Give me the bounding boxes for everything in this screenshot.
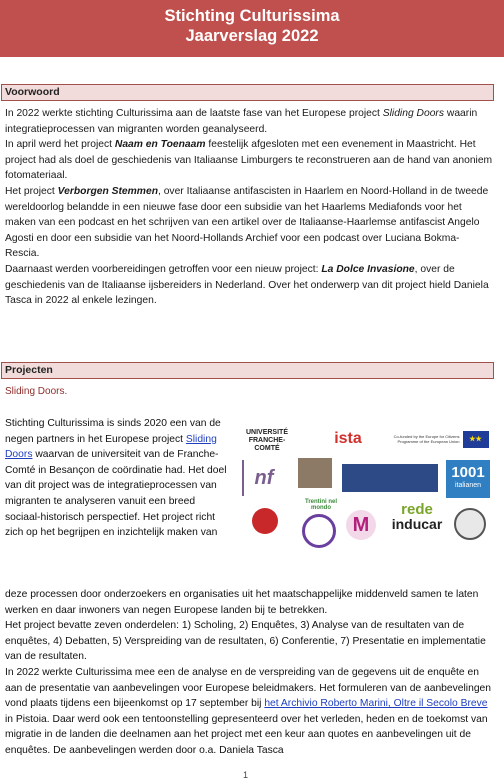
ista-logo: ista	[334, 430, 362, 447]
project-subtitle: Sliding Doors.	[5, 386, 68, 397]
university-seal-logo	[454, 508, 486, 540]
blue-band-logo	[342, 464, 438, 492]
eu-flag-icon: ★★	[463, 431, 489, 448]
purple-seal-logo	[302, 514, 336, 548]
trentini-logo: Trentini nel mondo	[304, 499, 337, 511]
paragraph: Daarnaast werden voorbereidingen getroffen voor een nieuw project: La Dolce Invasione, over de geschiedenis van de Italiaanse ijsbereiders in Nederland. Over het onderwerp van dit project hield Daniela Tasca in 2022 al enkele lezingen.	[5, 263, 489, 307]
project-details	[5, 587, 495, 759]
rede-inducar-logo: rede inducar	[391, 501, 443, 532]
nf-logo: nf	[242, 460, 284, 496]
paragraph: In 2022 werkte Culturissima mee een de analyse en de verspreiding van de gegevens uit de enquête en aan de presentatie van aanbevelingen voor Europese beleidmakers. Het formuleren van de aanbevelingen vond plaats tijdens een bijeenkomst op 17 september bij het Archivio Roberto Marini, Oltre il Secolo Breve in Pistoia. Daar werd ook een tentoonstelling gepresenteerd over het verleden, heden en de toekomst van migratie in de landen die deelnamen aan het project met een keur aan quotes en aanbevelingen uit de enquêtes. De aanbevelingen werden door o.a. Daniela Tasca	[5, 666, 491, 756]
section-header-voorwoord: Voorwoord	[1, 84, 494, 101]
paragraph: Stichting Culturissima is sinds 2020 een van de negen partners in het Europese project Sliding Doors waarvan de universiteit van de Franche-Comté in Besançon de coördinatie had. Het doel van dit project was de integratieprocessen van migranten te analyseren vanuit een breed sociaal-historisch perspectief. Het project richt zich op het begrijpen en inzichtelijk maken van	[5, 418, 227, 539]
n1001-logo: 1001 italianen	[446, 460, 490, 498]
partner-logos	[238, 428, 494, 570]
eu-caption: Co-funded by the Europe for Citizens Programme of the European Union	[393, 434, 460, 444]
m-logo: M	[346, 510, 376, 540]
report-year-title: Jaarverslag 2022	[185, 27, 319, 45]
red-seal-logo	[252, 508, 278, 534]
sliding-doors-link[interactable]: Sliding Doors	[5, 433, 217, 461]
photo-logo	[298, 458, 332, 488]
paragraph: Het project bevatte zeven onderdelen: 1) Scholing, 2) Enquêtes, 3) Analyse van de resultaten van de enquêtes, 4) Debatten, 5) Verspreiding van de resultaten, 6) Conferentie, 7) Presentatie en implementatie van de resultaten.	[5, 620, 486, 663]
voorwoord-body	[5, 106, 493, 309]
page-number: 1	[243, 770, 249, 780]
org-name: Stichting Culturissima	[164, 7, 340, 25]
section-header-projecten: Projecten	[1, 362, 494, 379]
project-intro-wrapped	[5, 416, 231, 541]
paragraph: deze processen door onderzoekers en organisaties uit het maatschappelijke middenveld samen te laten werken en daar inwoners van negen Europese landen bij te betrekken.	[5, 589, 479, 616]
paragraph: Het project Verborgen Stemmen, over Italiaanse antifascisten in Haarlem en Noord-Holland in de tweede wereldoorlog belandde in een nieuwe fase door een subsidie van het Haarlems Mediafonds voor het maken van een podcast en het schrijven van een artikel over de Italiaanse-Haarlemse antifascist Angelo Agosti en door een subsidie van het Noord-Hollands Archief voor een podcast over Luciana Bokma-Rescia.	[5, 185, 489, 260]
eu-flag-logo	[378, 428, 490, 450]
paragraph: In april werd het project Naam en Toenaam feestelijk afgesloten met een evenement in Maastricht. Het project had als doel de geschiedenis van Italiaanse Limburgers te reconstrueren aan de hand van anoniem fotomateriaal.	[5, 139, 493, 182]
report-title-banner	[0, 0, 504, 57]
archivio-link[interactable]: het Archivio Roberto Marini, Oltre il Secolo Breve	[264, 698, 488, 710]
universite-logo: UNIVERSITÉ FRANCHE-COMTÉ	[245, 429, 288, 452]
paragraph: In 2022 werkte stichting Culturissima aan de laatste fase van het Europese project Sliding Doors waarin integratieprocessen van migranten worden geanalyseerd.	[5, 108, 478, 135]
